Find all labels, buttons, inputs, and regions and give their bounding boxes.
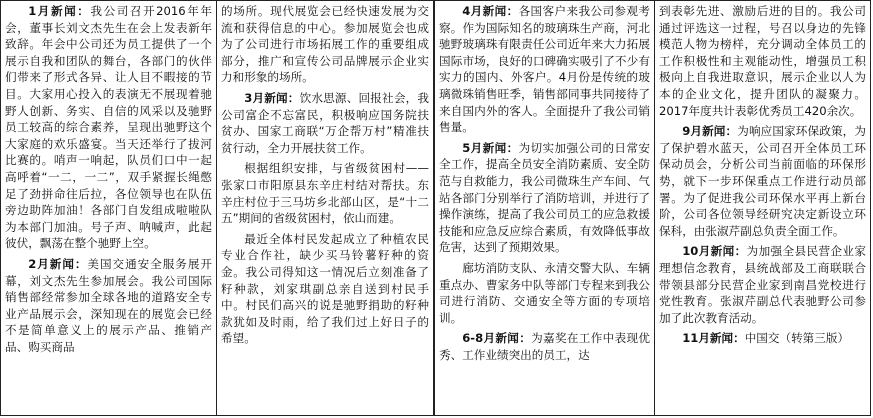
- news-month-label: 11月新闻：: [682, 331, 745, 346]
- news-text: 为响应国家环保政策，为了保护碧水蓝天，公司召开全体员工环保动员会，分析公司当前面临的环保形势，就下一步环保重点工作进行动员部署。为了促进我公司环保水平再上新台阶，公司各位领导经研究决定新设立环保科，由张淑芹副总负责全面工作。: [659, 124, 866, 238]
- paragraph: [439, 260, 650, 326]
- paragraph: [5, 3, 212, 252]
- paragraph: [221, 90, 429, 156]
- news-text: 为切实加强公司的日常安全工作，提高全员安全消防素质、安全防范与自救能力，我公司微珠生产车间、气站各部门分别举行了消防培训，并进行了操作演练，提高了我公司员工的应急救援技能和应急反应综合素质，有效降低事故危害，达到了预期效果。: [439, 140, 650, 255]
- news-text: 廊坊消防支队、永清交警大队、车辆重点办、曹家务中队等部门专程来到我公司进行消防、交通安全等方面的专项培训。: [439, 260, 650, 325]
- paragraph: [439, 3, 650, 136]
- news-text: 到表彰先进、激励后进的目的。我公司通过评选这一过程，号召以身边的先锋模范人物为榜样，充分调动全体员工的工作积极性和主观能动性，增强员工积极向上自我进取意识，展示企业以人为本的企业文化，提升团队的凝聚力。2017年度共计表彰优秀员工420余次。: [659, 4, 866, 118]
- news-month-label: 3月新闻：: [244, 90, 300, 105]
- column-1: [1, 1, 217, 415]
- paragraph: [5, 256, 212, 356]
- news-month-label: 9月新闻：: [682, 124, 738, 139]
- news-text: 饮水思源、回报社会，我公司富企不忘富民，积极响应国务院扶贫办、国家工商联“万企帮万村”精准扶贫行动，全力开展扶贫工作。: [221, 90, 429, 155]
- news-text: 根据组织安排，与省级贫困村——张家口市阳原县东辛庄村结对帮扶。东辛庄村位于三马坊乡北部山区，是“十二五”期间的省级贫困村，依山而建。: [221, 161, 429, 226]
- news-text: 为加强全县民营企业家理想信念教育，县统战部及工商联联合带领县部分民营企业家到南昌党校进行党性教育。张淑芹副总代表驰野公司参加了此次教育活动。: [659, 244, 866, 325]
- paragraph: [221, 231, 429, 347]
- news-text: 的场所。现代展览会已经快速发展为交流和获得信息的中心。参加展览会也成为了公司进行市场拓展工作的重要组成部分，推广和宣传公司品牌展示企业实力和形象的场所。: [221, 4, 429, 85]
- paragraph: [659, 243, 866, 326]
- paragraph: [221, 3, 429, 86]
- news-text: 各国客户来我公司参观考察。作为国际知名的玻璃珠生产商，河北驰野玻璃珠有限责任公司近年来大力拓展国际市场，良好的口碑确实吸引了不少有实力的国内、外客户。4月份是传统的玻璃微珠销售旺季，销售部同事共同接待了来自国内外的客人。全面提升了我公司销售量。: [439, 4, 650, 135]
- news-month-label: 2月新闻：: [28, 256, 88, 271]
- paragraph: [439, 140, 650, 256]
- column-2: [217, 1, 435, 415]
- paragraph: [659, 3, 866, 119]
- paragraph: [439, 330, 650, 363]
- news-month-label: 10月新闻：: [682, 244, 747, 259]
- news-month-label: 4月新闻：: [462, 4, 519, 18]
- column-4: [655, 1, 870, 415]
- news-text: 中国交（转第三版）: [744, 331, 850, 346]
- paragraph: [659, 330, 866, 347]
- news-text: 最近全体村民发起成立了种植农民专业合作社，缺少买马铃薯籽种的资金。我公司得知这一情况后立刻准备了籽种款，刘家琪副总亲自送到村民手中。村民们高兴的说是驰野捐助的籽种款犹如及时雨，给了我们过上好日子的希望。: [221, 231, 429, 346]
- news-text: 美国交通安全服务展开幕，刘文杰先生参加展会。我公司国际销售部经常参加全球各地的道路安全专业产品展示会，深知现在的展览会已经不是简单意义上的展示产品、推销产品、购买商品: [5, 256, 212, 354]
- news-text: 我公司召开2016年年会，董事长刘文杰先生在会上发表新年致辞。年会中公司还为员工提供了一个展示自我和团队的舞台，各部门的伙伴们带来了形式各异、让人目不暇接的节目。大家用心投入的表演无不展现着驰野人创新、务实、自信的风采以及驰野员工较高的综合素养，呈现出驰野这个大家庭的欢乐盛宴。当天还举行了拔河比赛的。哨声一响起，队员们口中一起高呼着“一二，一二”，双手紧握长绳憋足了劲拼命往后拉，各位领导也在队伍旁边助阵加油！各部门自发组成啦啦队为本部门加油。号子声、呐喊声，此起彼伏，飘荡在整个驰野上空。: [5, 4, 212, 251]
- news-month-label: 5月新闻：: [462, 140, 519, 155]
- column-3: [435, 1, 655, 415]
- news-month-label: 6-8月新闻：: [462, 331, 532, 346]
- news-month-label: 1月新闻：: [28, 4, 91, 18]
- paragraph: [221, 160, 429, 226]
- news-text: 为嘉奖在工作中表现优秀、工作业绩突出的员工，达: [439, 331, 650, 362]
- paragraph: [659, 123, 866, 239]
